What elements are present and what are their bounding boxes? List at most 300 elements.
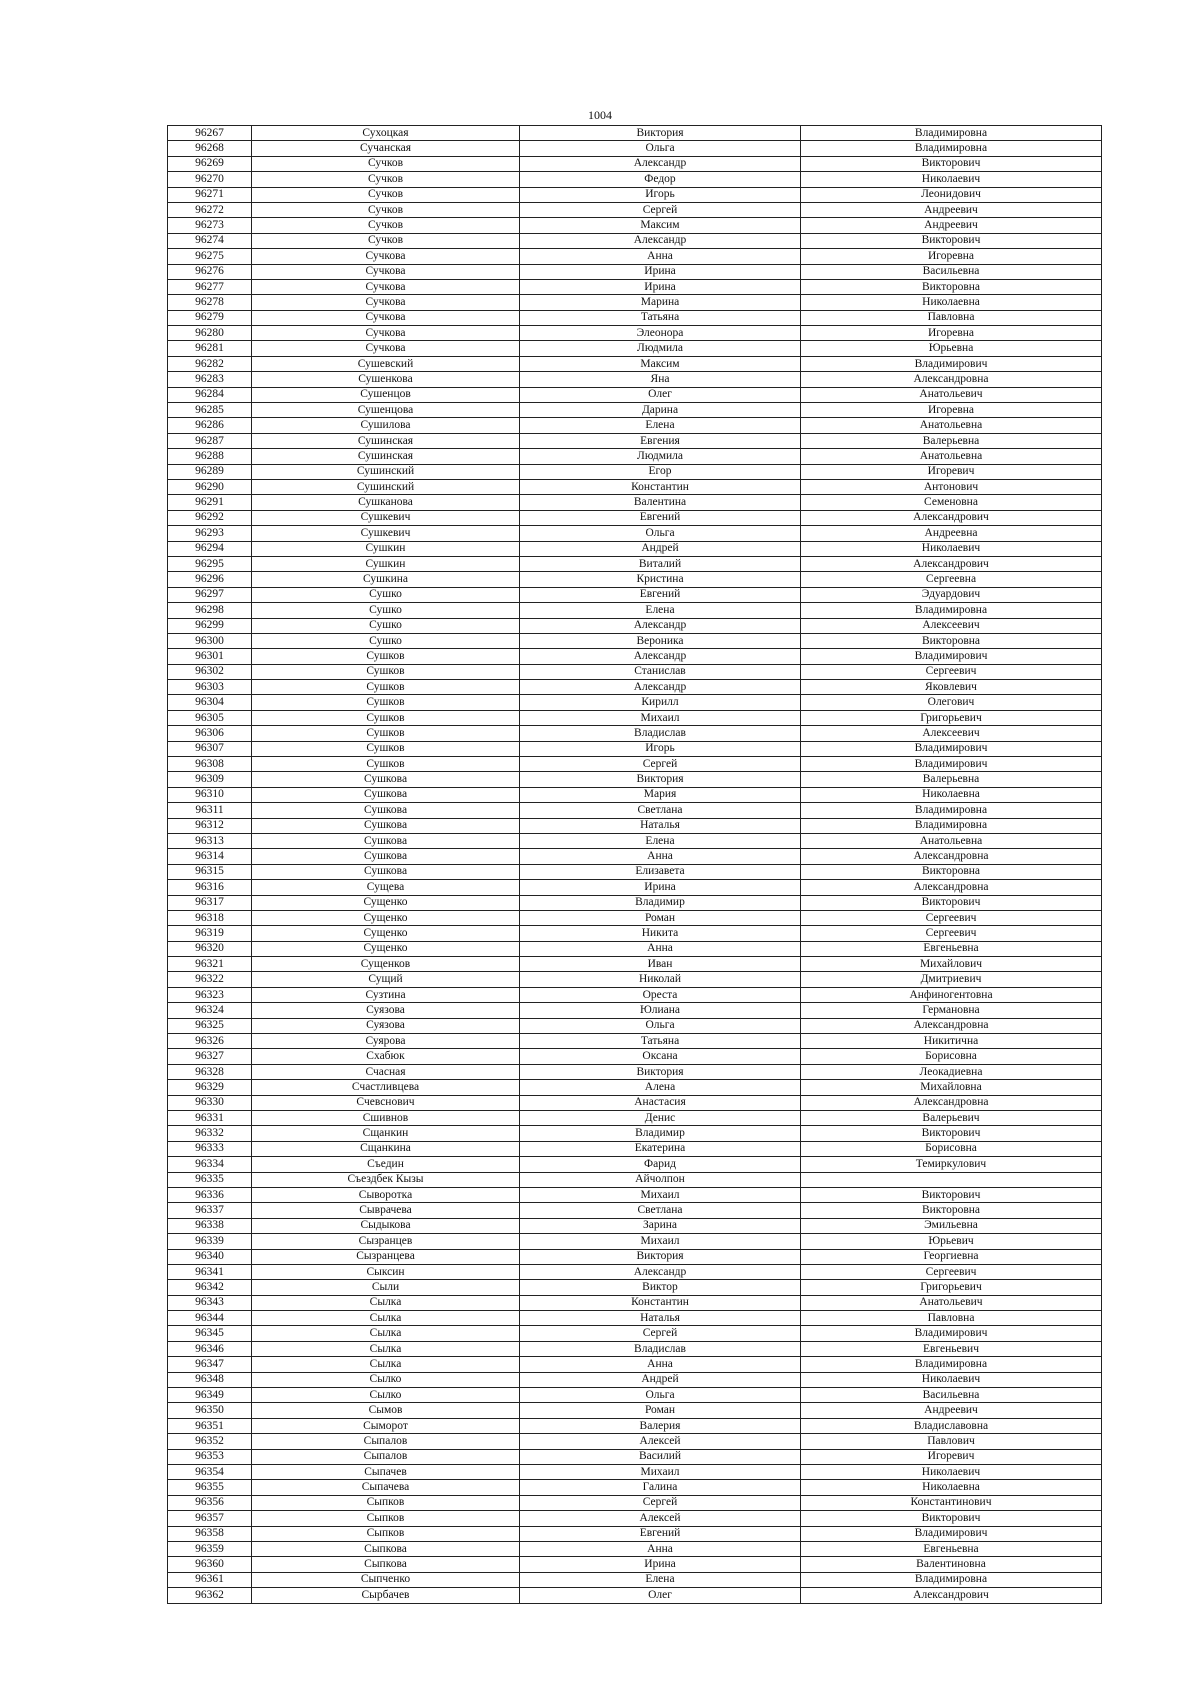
surname-cell: Сушкова bbox=[252, 849, 520, 864]
table-row bbox=[168, 1295, 1102, 1310]
record-number-cell: 96290 bbox=[168, 479, 252, 494]
patronymic-cell: Дмитриевич bbox=[801, 972, 1102, 987]
table-row bbox=[168, 1311, 1102, 1326]
patronymic-cell: Сергеевич bbox=[801, 1264, 1102, 1279]
record-number-cell: 96299 bbox=[168, 618, 252, 633]
surname-cell: Сыпачева bbox=[252, 1480, 520, 1495]
patronymic-cell: Викторовна bbox=[801, 864, 1102, 879]
first-name-cell: Виталий bbox=[520, 556, 801, 571]
patronymic-cell: Владимирович bbox=[801, 757, 1102, 772]
patronymic-cell: Игоревна bbox=[801, 326, 1102, 341]
surname-cell: Сущенко bbox=[252, 941, 520, 956]
first-name-cell: Наталья bbox=[520, 818, 801, 833]
patronymic-cell: Александровна bbox=[801, 849, 1102, 864]
table-row bbox=[168, 1480, 1102, 1495]
table-row bbox=[168, 202, 1102, 217]
patronymic-cell: Игоревич bbox=[801, 1449, 1102, 1464]
record-number-cell: 96362 bbox=[168, 1588, 252, 1603]
first-name-cell: Екатерина bbox=[520, 1141, 801, 1156]
first-name-cell: Элеонора bbox=[520, 326, 801, 341]
patronymic-cell: Викторович bbox=[801, 895, 1102, 910]
table-row bbox=[168, 156, 1102, 171]
table-row bbox=[168, 741, 1102, 756]
table-row bbox=[168, 433, 1102, 448]
first-name-cell: Светлана bbox=[520, 803, 801, 818]
patronymic-cell: Николаевна bbox=[801, 787, 1102, 802]
table-row bbox=[168, 1511, 1102, 1526]
table-row bbox=[168, 556, 1102, 571]
first-name-cell: Светлана bbox=[520, 1203, 801, 1218]
record-number-cell: 96277 bbox=[168, 279, 252, 294]
record-number-cell: 96327 bbox=[168, 1049, 252, 1064]
record-number-cell: 96361 bbox=[168, 1572, 252, 1587]
record-number-cell: 96323 bbox=[168, 987, 252, 1002]
surname-cell: Суязова bbox=[252, 1018, 520, 1033]
table-row bbox=[168, 987, 1102, 1002]
surname-cell: Сузтина bbox=[252, 987, 520, 1002]
surname-cell: Сыпалов bbox=[252, 1449, 520, 1464]
first-name-cell: Евгений bbox=[520, 587, 801, 602]
record-number-cell: 96271 bbox=[168, 187, 252, 202]
record-number-cell: 96343 bbox=[168, 1295, 252, 1310]
table-row bbox=[168, 772, 1102, 787]
table-row bbox=[168, 1449, 1102, 1464]
surname-cell: Счасная bbox=[252, 1064, 520, 1079]
patronymic-cell: Владимировна bbox=[801, 141, 1102, 156]
record-number-cell: 96275 bbox=[168, 249, 252, 264]
record-number-cell: 96321 bbox=[168, 957, 252, 972]
table-row bbox=[168, 387, 1102, 402]
first-name-cell: Ольга bbox=[520, 141, 801, 156]
patronymic-cell: Анатольевна bbox=[801, 833, 1102, 848]
first-name-cell: Евгений bbox=[520, 510, 801, 525]
table-row bbox=[168, 1434, 1102, 1449]
patronymic-cell: Андреевич bbox=[801, 1403, 1102, 1418]
surname-cell: Сучков bbox=[252, 233, 520, 248]
record-number-cell: 96313 bbox=[168, 833, 252, 848]
record-number-cell: 96282 bbox=[168, 356, 252, 371]
patronymic-cell: Антонович bbox=[801, 479, 1102, 494]
record-number-cell: 96328 bbox=[168, 1064, 252, 1079]
patronymic-cell: Юрьевна bbox=[801, 341, 1102, 356]
first-name-cell: Мария bbox=[520, 787, 801, 802]
table-row bbox=[168, 849, 1102, 864]
surname-cell: Сылка bbox=[252, 1357, 520, 1372]
table-row bbox=[168, 1203, 1102, 1218]
record-number-cell: 96298 bbox=[168, 603, 252, 618]
record-number-cell: 96360 bbox=[168, 1557, 252, 1572]
record-number-cell: 96329 bbox=[168, 1080, 252, 1095]
patronymic-cell: Игоревич bbox=[801, 464, 1102, 479]
record-number-cell: 96334 bbox=[168, 1157, 252, 1172]
surname-cell: Сызранцева bbox=[252, 1249, 520, 1264]
patronymic-cell: Эмильевна bbox=[801, 1218, 1102, 1233]
table-row bbox=[168, 833, 1102, 848]
surname-cell: Сырбачев bbox=[252, 1588, 520, 1603]
patronymic-cell: Валерьевич bbox=[801, 1111, 1102, 1126]
record-number-cell: 96304 bbox=[168, 695, 252, 710]
table-row bbox=[168, 141, 1102, 156]
patronymic-cell: Владимировна bbox=[801, 126, 1102, 141]
first-name-cell: Фарид bbox=[520, 1157, 801, 1172]
surname-cell: Сушков bbox=[252, 741, 520, 756]
patronymic-cell: Андреевич bbox=[801, 202, 1102, 217]
table-row bbox=[168, 895, 1102, 910]
first-name-cell: Михаил bbox=[520, 1464, 801, 1479]
record-number-cell: 96359 bbox=[168, 1541, 252, 1556]
patronymic-cell: Андреевна bbox=[801, 526, 1102, 541]
record-number-cell: 96330 bbox=[168, 1095, 252, 1110]
record-number-cell: 96355 bbox=[168, 1480, 252, 1495]
table-row bbox=[168, 972, 1102, 987]
surname-cell: Сущева bbox=[252, 880, 520, 895]
first-name-cell: Михаил bbox=[520, 1187, 801, 1202]
first-name-cell: Елена bbox=[520, 418, 801, 433]
table-row bbox=[168, 787, 1102, 802]
surname-cell: Сушков bbox=[252, 649, 520, 664]
first-name-cell: Александр bbox=[520, 649, 801, 664]
patronymic-cell: Викторович bbox=[801, 1187, 1102, 1202]
first-name-cell: Михаил bbox=[520, 1234, 801, 1249]
patronymic-cell: Владимирович bbox=[801, 1526, 1102, 1541]
patronymic-cell: Владимирович bbox=[801, 649, 1102, 664]
table-row bbox=[168, 1034, 1102, 1049]
table-row bbox=[168, 910, 1102, 925]
record-number-cell: 96333 bbox=[168, 1141, 252, 1156]
surname-cell: Сушкова bbox=[252, 772, 520, 787]
patronymic-cell: Владимирович bbox=[801, 741, 1102, 756]
record-number-cell: 96338 bbox=[168, 1218, 252, 1233]
patronymic-cell: Анатольевна bbox=[801, 418, 1102, 433]
page-number: 1004 bbox=[588, 108, 612, 122]
first-name-cell: Алексей bbox=[520, 1434, 801, 1449]
table-row bbox=[168, 279, 1102, 294]
record-number-cell: 96318 bbox=[168, 910, 252, 925]
patronymic-cell: Анатольевич bbox=[801, 1295, 1102, 1310]
first-name-cell: Татьяна bbox=[520, 310, 801, 325]
table-row bbox=[168, 341, 1102, 356]
first-name-cell: Ирина bbox=[520, 279, 801, 294]
record-number-cell: 96347 bbox=[168, 1357, 252, 1372]
first-name-cell: Ольга bbox=[520, 1018, 801, 1033]
surname-cell: Съездбек Кызы bbox=[252, 1172, 520, 1187]
surname-cell: Сушков bbox=[252, 726, 520, 741]
table-row bbox=[168, 1403, 1102, 1418]
patronymic-cell: Викторович bbox=[801, 156, 1102, 171]
patronymic-cell: Владимировна bbox=[801, 803, 1102, 818]
table-row bbox=[168, 264, 1102, 279]
record-number-cell: 96305 bbox=[168, 710, 252, 725]
patronymic-cell: Васильевна bbox=[801, 1388, 1102, 1403]
table-row bbox=[168, 726, 1102, 741]
table-row bbox=[168, 172, 1102, 187]
table-row bbox=[168, 803, 1102, 818]
first-name-cell: Игорь bbox=[520, 741, 801, 756]
first-name-cell: Сергей bbox=[520, 1326, 801, 1341]
patronymic-cell: Леокадиевна bbox=[801, 1064, 1102, 1079]
table-row bbox=[168, 1111, 1102, 1126]
first-name-cell: Ирина bbox=[520, 1557, 801, 1572]
patronymic-cell: Сергеевна bbox=[801, 572, 1102, 587]
first-name-cell: Владислав bbox=[520, 1341, 801, 1356]
surname-cell: Сылка bbox=[252, 1326, 520, 1341]
first-name-cell: Наталья bbox=[520, 1311, 801, 1326]
patronymic-cell: Николаевна bbox=[801, 1480, 1102, 1495]
surname-cell: Сучкова bbox=[252, 295, 520, 310]
table-row bbox=[168, 1464, 1102, 1479]
table-row bbox=[168, 1172, 1102, 1187]
record-number-cell: 96331 bbox=[168, 1111, 252, 1126]
first-name-cell: Игорь bbox=[520, 187, 801, 202]
record-number-cell: 96273 bbox=[168, 218, 252, 233]
patronymic-cell: Сергеевич bbox=[801, 910, 1102, 925]
patronymic-cell: Валентиновна bbox=[801, 1557, 1102, 1572]
surname-cell: Сушков bbox=[252, 757, 520, 772]
surname-cell: Сушков bbox=[252, 710, 520, 725]
surname-cell: Сыпков bbox=[252, 1511, 520, 1526]
record-number-cell: 96315 bbox=[168, 864, 252, 879]
patronymic-cell: Германовна bbox=[801, 1003, 1102, 1018]
surname-cell: Суярова bbox=[252, 1034, 520, 1049]
record-number-cell: 96280 bbox=[168, 326, 252, 341]
first-name-cell: Виктория bbox=[520, 126, 801, 141]
first-name-cell: Сергей bbox=[520, 757, 801, 772]
table-row bbox=[168, 510, 1102, 525]
surname-cell: Сыпкова bbox=[252, 1541, 520, 1556]
first-name-cell: Владимир bbox=[520, 1126, 801, 1141]
patronymic-cell: Григорьевич bbox=[801, 710, 1102, 725]
record-number-cell: 96309 bbox=[168, 772, 252, 787]
first-name-cell: Иван bbox=[520, 957, 801, 972]
patronymic-cell: Евгеньевна bbox=[801, 1541, 1102, 1556]
first-name-cell: Яна bbox=[520, 372, 801, 387]
roster-body bbox=[168, 126, 1102, 1604]
record-number-cell: 96352 bbox=[168, 1434, 252, 1449]
patronymic-cell: Владимирович bbox=[801, 356, 1102, 371]
surname-cell: Сушинская bbox=[252, 449, 520, 464]
patronymic-cell: Борисовна bbox=[801, 1049, 1102, 1064]
patronymic-cell: Николаевич bbox=[801, 172, 1102, 187]
patronymic-cell: Андреевич bbox=[801, 218, 1102, 233]
record-number-cell: 96325 bbox=[168, 1018, 252, 1033]
record-number-cell: 96286 bbox=[168, 418, 252, 433]
surname-cell: Сушканова bbox=[252, 495, 520, 510]
table-row bbox=[168, 295, 1102, 310]
table-row bbox=[168, 1572, 1102, 1587]
surname-cell: Сушевский bbox=[252, 356, 520, 371]
surname-cell: Сущенко bbox=[252, 895, 520, 910]
record-number-cell: 96350 bbox=[168, 1403, 252, 1418]
record-number-cell: 96335 bbox=[168, 1172, 252, 1187]
surname-cell: Сучков bbox=[252, 187, 520, 202]
table-row bbox=[168, 1018, 1102, 1033]
patronymic-cell: Александровна bbox=[801, 880, 1102, 895]
first-name-cell: Евгения bbox=[520, 433, 801, 448]
first-name-cell: Сергей bbox=[520, 202, 801, 217]
first-name-cell: Максим bbox=[520, 218, 801, 233]
first-name-cell: Евгений bbox=[520, 1526, 801, 1541]
patronymic-cell: Викторович bbox=[801, 1126, 1102, 1141]
first-name-cell: Галина bbox=[520, 1480, 801, 1495]
surname-cell: Сушко bbox=[252, 587, 520, 602]
record-number-cell: 96311 bbox=[168, 803, 252, 818]
patronymic-cell: Анатольевич bbox=[801, 387, 1102, 402]
surname-cell: Сушкин bbox=[252, 556, 520, 571]
patronymic-cell: Викторовна bbox=[801, 633, 1102, 648]
table-row bbox=[168, 757, 1102, 772]
table-row bbox=[168, 1264, 1102, 1279]
patronymic-cell: Эдуардович bbox=[801, 587, 1102, 602]
first-name-cell: Виктория bbox=[520, 1249, 801, 1264]
surname-cell: Сучков bbox=[252, 202, 520, 217]
patronymic-cell bbox=[801, 1172, 1102, 1187]
record-number-cell: 96295 bbox=[168, 556, 252, 571]
patronymic-cell: Александровна bbox=[801, 372, 1102, 387]
table-row bbox=[168, 310, 1102, 325]
surname-cell: Сушинская bbox=[252, 433, 520, 448]
patronymic-cell: Валерьевна bbox=[801, 772, 1102, 787]
table-row bbox=[168, 649, 1102, 664]
surname-cell: Сылка bbox=[252, 1295, 520, 1310]
record-number-cell: 96297 bbox=[168, 587, 252, 602]
record-number-cell: 96357 bbox=[168, 1511, 252, 1526]
patronymic-cell: Евгеньевич bbox=[801, 1341, 1102, 1356]
surname-cell: Сучкова bbox=[252, 326, 520, 341]
first-name-cell: Владислав bbox=[520, 726, 801, 741]
table-row bbox=[168, 926, 1102, 941]
record-number-cell: 96356 bbox=[168, 1495, 252, 1510]
record-number-cell: 96344 bbox=[168, 1311, 252, 1326]
surname-cell: Сушко bbox=[252, 633, 520, 648]
first-name-cell: Виктор bbox=[520, 1280, 801, 1295]
first-name-cell: Юлиана bbox=[520, 1003, 801, 1018]
patronymic-cell: Семеновна bbox=[801, 495, 1102, 510]
surname-cell: Сушков bbox=[252, 695, 520, 710]
table-row bbox=[168, 1064, 1102, 1079]
table-row bbox=[168, 541, 1102, 556]
patronymic-cell: Павловна bbox=[801, 1311, 1102, 1326]
surname-cell: Сушилова bbox=[252, 418, 520, 433]
patronymic-cell: Евгеньевна bbox=[801, 941, 1102, 956]
first-name-cell: Вероника bbox=[520, 633, 801, 648]
record-number-cell: 96301 bbox=[168, 649, 252, 664]
first-name-cell: Владимир bbox=[520, 895, 801, 910]
surname-cell: Сылко bbox=[252, 1372, 520, 1387]
record-number-cell: 96284 bbox=[168, 387, 252, 402]
first-name-cell: Анастасия bbox=[520, 1095, 801, 1110]
table-row bbox=[168, 1218, 1102, 1233]
first-name-cell: Денис bbox=[520, 1111, 801, 1126]
table-row bbox=[168, 587, 1102, 602]
patronymic-cell: Владимирович bbox=[801, 1326, 1102, 1341]
surname-cell: Сущенков bbox=[252, 957, 520, 972]
table-row bbox=[168, 1280, 1102, 1295]
surname-cell: Сушков bbox=[252, 664, 520, 679]
surname-cell: Сыдыкова bbox=[252, 1218, 520, 1233]
surname-cell: Сушенкова bbox=[252, 372, 520, 387]
surname-cell: Сучков bbox=[252, 156, 520, 171]
record-number-cell: 96312 bbox=[168, 818, 252, 833]
patronymic-cell: Сергеевич bbox=[801, 926, 1102, 941]
table-row bbox=[168, 633, 1102, 648]
roster-table bbox=[167, 125, 1102, 1604]
patronymic-cell: Владимировна bbox=[801, 818, 1102, 833]
first-name-cell: Айчолпон bbox=[520, 1172, 801, 1187]
record-number-cell: 96353 bbox=[168, 1449, 252, 1464]
first-name-cell: Александр bbox=[520, 618, 801, 633]
surname-cell: Сущенко bbox=[252, 926, 520, 941]
surname-cell: Сылко bbox=[252, 1388, 520, 1403]
record-number-cell: 96274 bbox=[168, 233, 252, 248]
patronymic-cell: Александрович bbox=[801, 510, 1102, 525]
record-number-cell: 96291 bbox=[168, 495, 252, 510]
first-name-cell: Виктория bbox=[520, 1064, 801, 1079]
first-name-cell: Ирина bbox=[520, 880, 801, 895]
table-row bbox=[168, 1003, 1102, 1018]
table-row bbox=[168, 418, 1102, 433]
table-row bbox=[168, 126, 1102, 141]
record-number-cell: 96278 bbox=[168, 295, 252, 310]
table-row bbox=[168, 680, 1102, 695]
surname-cell: Сучкова bbox=[252, 249, 520, 264]
record-number-cell: 96288 bbox=[168, 449, 252, 464]
surname-cell: Сучкова bbox=[252, 310, 520, 325]
surname-cell: Сушкин bbox=[252, 541, 520, 556]
first-name-cell: Зарина bbox=[520, 1218, 801, 1233]
surname-cell: Сылка bbox=[252, 1311, 520, 1326]
record-number-cell: 96358 bbox=[168, 1526, 252, 1541]
record-number-cell: 96317 bbox=[168, 895, 252, 910]
record-number-cell: 96310 bbox=[168, 787, 252, 802]
first-name-cell: Елена bbox=[520, 833, 801, 848]
surname-cell: Сыпачев bbox=[252, 1464, 520, 1479]
table-row bbox=[168, 941, 1102, 956]
surname-cell: Сызранцев bbox=[252, 1234, 520, 1249]
first-name-cell: Федор bbox=[520, 172, 801, 187]
first-name-cell: Александр bbox=[520, 1264, 801, 1279]
surname-cell: Сыпков bbox=[252, 1526, 520, 1541]
first-name-cell: Марина bbox=[520, 295, 801, 310]
first-name-cell: Анна bbox=[520, 1541, 801, 1556]
patronymic-cell: Анатольевна bbox=[801, 449, 1102, 464]
patronymic-cell: Алексеевич bbox=[801, 726, 1102, 741]
surname-cell: Схабюк bbox=[252, 1049, 520, 1064]
surname-cell: Сушкова bbox=[252, 833, 520, 848]
surname-cell: Сучков bbox=[252, 218, 520, 233]
patronymic-cell: Сергеевич bbox=[801, 664, 1102, 679]
table-row bbox=[168, 695, 1102, 710]
first-name-cell: Александр bbox=[520, 233, 801, 248]
surname-cell: Сущий bbox=[252, 972, 520, 987]
first-name-cell: Кристина bbox=[520, 572, 801, 587]
record-number-cell: 96332 bbox=[168, 1126, 252, 1141]
surname-cell: Сыпкова bbox=[252, 1557, 520, 1572]
record-number-cell: 96341 bbox=[168, 1264, 252, 1279]
surname-cell: Сущенко bbox=[252, 910, 520, 925]
surname-cell: Сушинский bbox=[252, 464, 520, 479]
first-name-cell: Кирилл bbox=[520, 695, 801, 710]
table-row bbox=[168, 1357, 1102, 1372]
first-name-cell: Олег bbox=[520, 387, 801, 402]
table-row bbox=[168, 1557, 1102, 1572]
patronymic-cell: Яковлевич bbox=[801, 680, 1102, 695]
table-row bbox=[168, 1141, 1102, 1156]
patronymic-cell: Михайловна bbox=[801, 1080, 1102, 1095]
surname-cell: Сщанкина bbox=[252, 1141, 520, 1156]
table-row bbox=[168, 326, 1102, 341]
table-row bbox=[168, 1341, 1102, 1356]
patronymic-cell: Владимировна bbox=[801, 1357, 1102, 1372]
